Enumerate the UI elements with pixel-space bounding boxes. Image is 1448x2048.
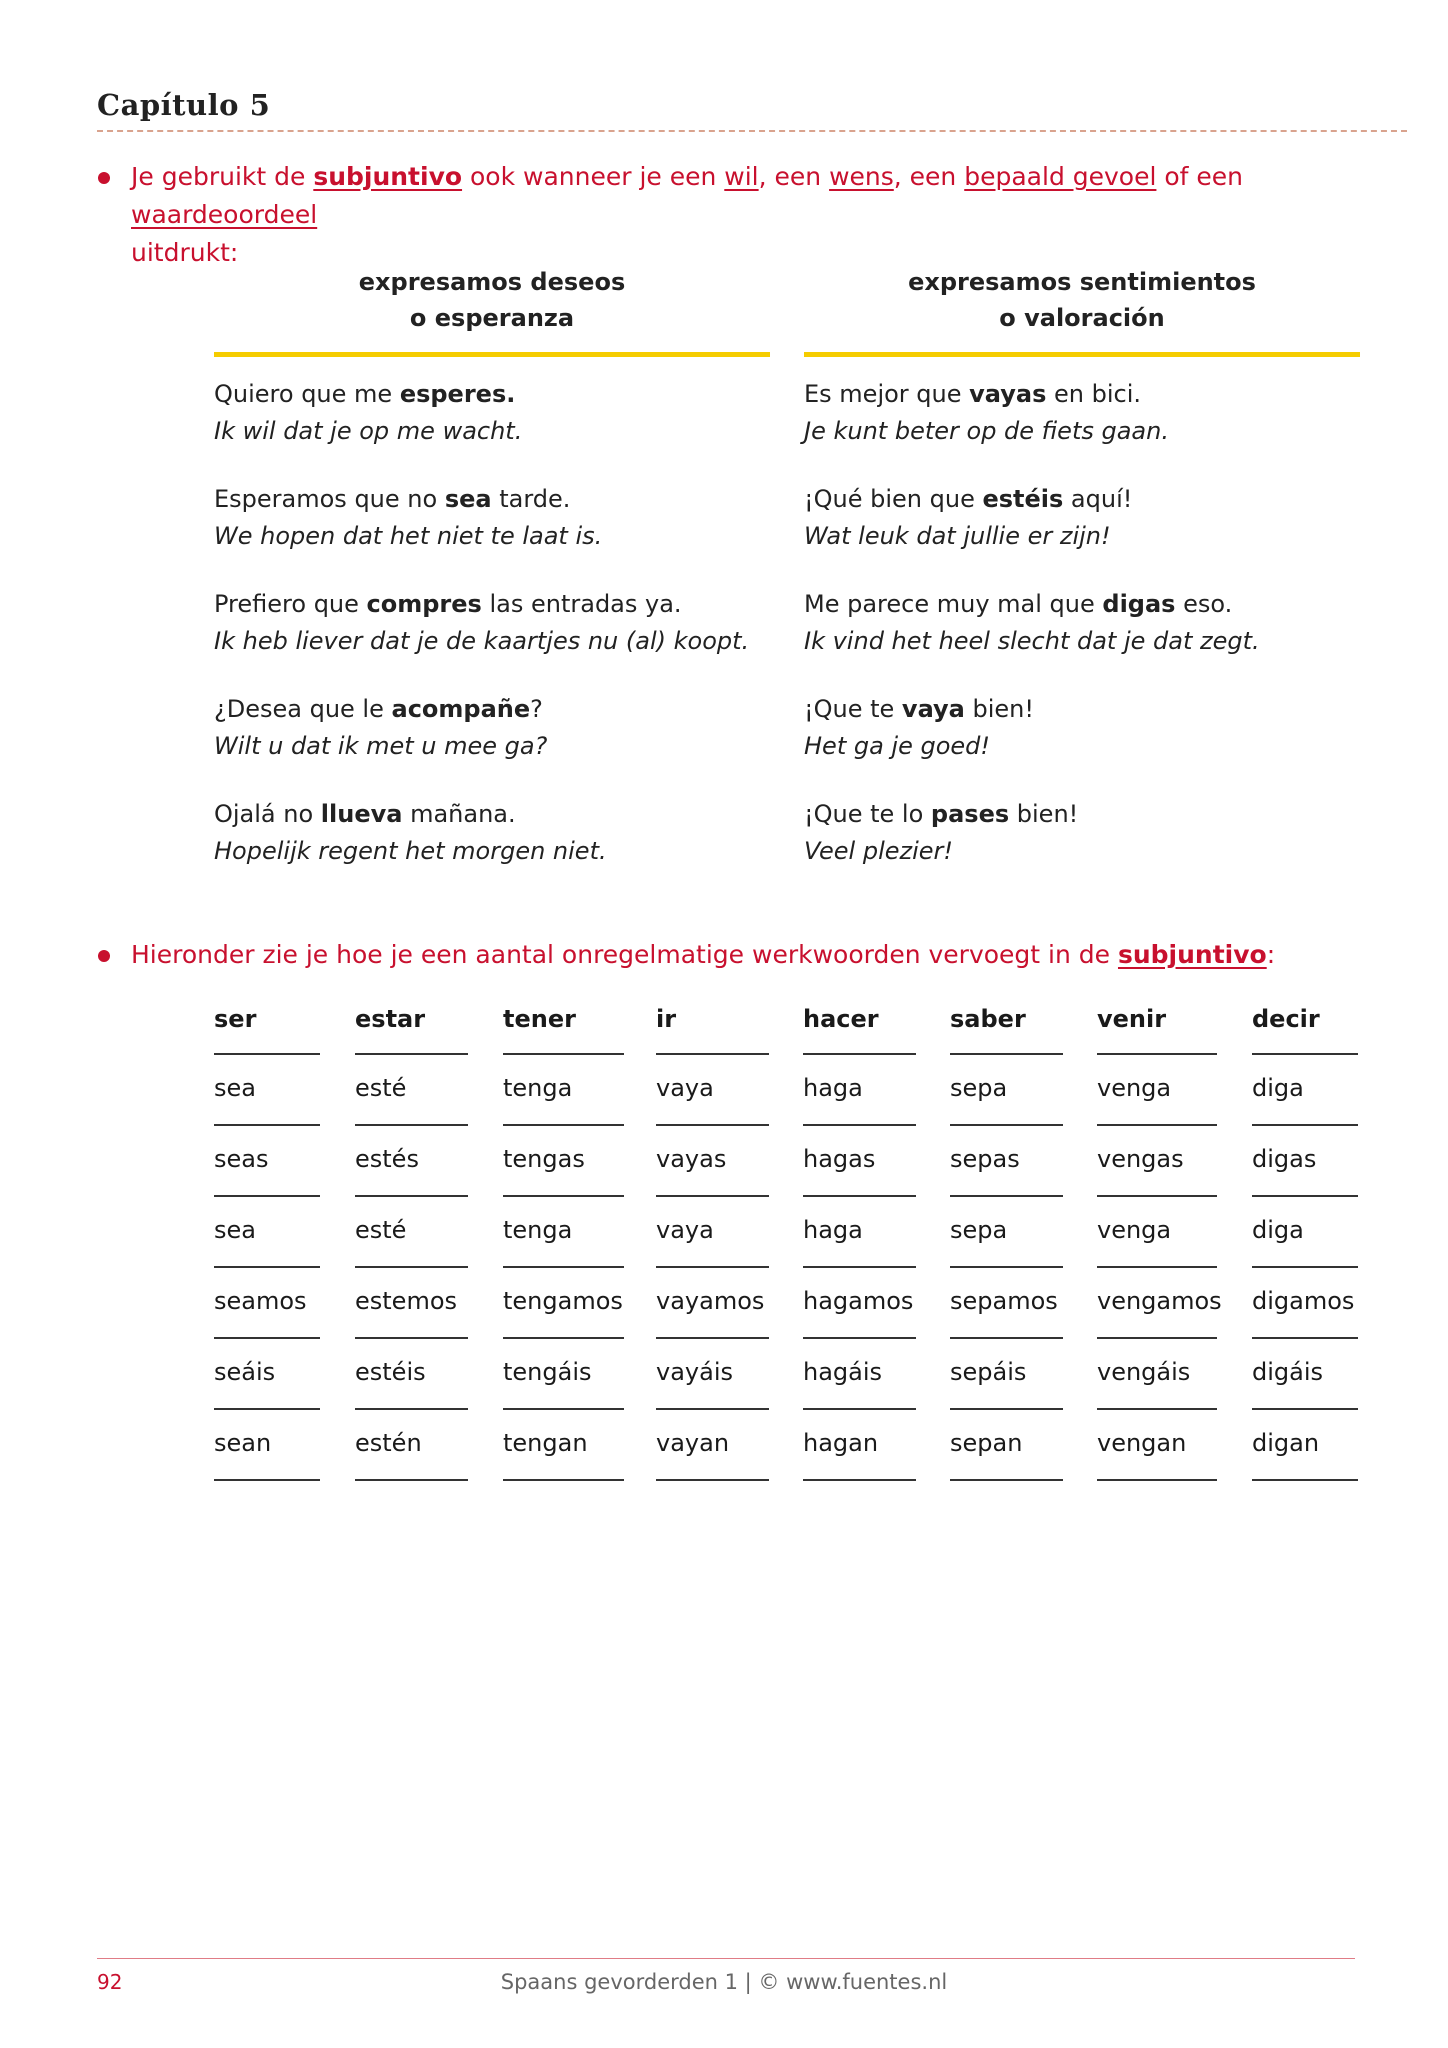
verb-form: hagáis [803, 1339, 916, 1410]
verb-form: vengas [1097, 1126, 1217, 1197]
verb-column [950, 1000, 1063, 1481]
verb-form: tenga [503, 1197, 624, 1268]
bullet-icon [98, 950, 110, 962]
column-wishes [214, 264, 770, 901]
verb-form: vayas [656, 1126, 769, 1197]
example-translation: Wilt u dat ik met u mee ga? [214, 732, 548, 760]
verb-form: digamos [1252, 1268, 1358, 1339]
page-number: 92 [97, 1970, 123, 1994]
verb-form: vaya [656, 1055, 769, 1126]
verb-form: tengas [503, 1126, 624, 1197]
verb-form: sepamos [950, 1268, 1063, 1339]
verb-infinitive: saber [950, 1000, 1063, 1055]
intro-text: Je gebruikt de [131, 162, 314, 191]
verb-form: estéis [355, 1339, 468, 1410]
verb-form: tengan [503, 1410, 624, 1481]
verb-form: hagan [803, 1410, 916, 1481]
verb-form: sepa [950, 1197, 1063, 1268]
yellow-divider [214, 352, 770, 357]
verb-form: seáis [214, 1339, 320, 1410]
example-translation: Veel plezier! [804, 837, 954, 865]
intro-text: uitdrukt: [131, 238, 239, 267]
verb-column [214, 1000, 320, 1481]
verb-infinitive: estar [355, 1000, 468, 1055]
verb-column [656, 1000, 769, 1481]
example-item: Ojalá no llueva mañana. Hopelijk regent het morgen niet. [214, 796, 770, 901]
verb-infinitive: tener [503, 1000, 624, 1055]
footer-divider [97, 1958, 1355, 1959]
example-translation: Ik heb liever dat je de kaartjes nu (al) koopt. [214, 627, 750, 655]
intro-text: ook wanneer je een [462, 162, 725, 191]
verb-form: digas [1252, 1126, 1358, 1197]
verb-form: tenga [503, 1055, 624, 1126]
bullet-icon [98, 172, 110, 184]
verb-form: sean [214, 1410, 320, 1481]
footer-credit: Spaans gevorderden 1 | © www.fuentes.nl [500, 1970, 948, 1994]
intro-text: , een [758, 162, 830, 191]
verb-form: hagas [803, 1126, 916, 1197]
verbs-intro [131, 936, 1371, 974]
column-heading-line: expresamos deseos [358, 268, 626, 296]
verb-form: vayamos [656, 1268, 769, 1339]
keyword-subjuntivo: subjuntivo [1117, 940, 1267, 969]
verb-form: estemos [355, 1268, 468, 1339]
verb-form: venga [1097, 1055, 1217, 1126]
verb-form: tengamos [503, 1268, 624, 1339]
keyword-bepaald-gevoel: bepaald gevoel [964, 162, 1157, 191]
example-translation: Je kunt beter op de fiets gaan. [804, 417, 1169, 445]
chapter-title: Capítulo 5 [97, 88, 271, 122]
column-heading-line: o esperanza [409, 304, 575, 332]
verb-form: tengáis [503, 1339, 624, 1410]
verb-form: vayáis [656, 1339, 769, 1410]
example-item: ¡Qué bien que estéis aquí! Wat leuk dat jullie er zijn! [804, 481, 1360, 586]
example-item: ¡Que te vaya bien! Het ga je goed! [804, 691, 1360, 796]
example-item: Esperamos que no sea tarde. We hopen dat het niet te laat is. [214, 481, 770, 586]
verb-form: estén [355, 1410, 468, 1481]
example-translation: We hopen dat het niet te laat is. [214, 522, 603, 550]
verb-form: estés [355, 1126, 468, 1197]
verb-column [1252, 1000, 1358, 1481]
verb-form: venga [1097, 1197, 1217, 1268]
verb-form: vayan [656, 1410, 769, 1481]
verb-form: vengáis [1097, 1339, 1217, 1410]
column-heading [214, 264, 770, 336]
verb-form: digan [1252, 1410, 1358, 1481]
column-feelings [804, 264, 1360, 901]
example-item: Prefiero que compres las entradas ya. Ik heb liever dat je de kaartjes nu (al) koopt. [214, 586, 770, 691]
example-item: ¡Que te lo pases bien! Veel plezier! [804, 796, 1360, 901]
verb-form: hagamos [803, 1268, 916, 1339]
intro-paragraph [131, 158, 1371, 272]
example-item: ¿Desea que le acompañe? Wilt u dat ik met u mee ga? [214, 691, 770, 796]
verb-form: vengamos [1097, 1268, 1217, 1339]
column-heading-line: expresamos sentimientos [908, 268, 1256, 296]
verb-form: sea [214, 1197, 320, 1268]
column-heading-line: o valoración [999, 304, 1165, 332]
verb-form: vengan [1097, 1410, 1217, 1481]
verb-form: diga [1252, 1055, 1358, 1126]
example-translation: Ik wil dat je op me wacht. [214, 417, 523, 445]
example-translation: Het ga je goed! [804, 732, 991, 760]
verb-column [355, 1000, 468, 1481]
example-item: Quiero que me esperes. Ik wil dat je op me wacht. [214, 376, 770, 481]
verb-form: digáis [1252, 1339, 1358, 1410]
verb-infinitive: ser [214, 1000, 320, 1055]
verb-form: seamos [214, 1268, 320, 1339]
verbs-intro-text: : [1266, 940, 1276, 969]
example-item: Es mejor que vayas en bici. Je kunt beter op de fiets gaan. [804, 376, 1360, 481]
verb-form: sepáis [950, 1339, 1063, 1410]
yellow-divider [804, 352, 1360, 357]
example-translation: Ik vind het heel slecht dat je dat zegt. [804, 627, 1260, 655]
verb-infinitive: venir [1097, 1000, 1217, 1055]
verb-form: esté [355, 1197, 468, 1268]
verb-form: diga [1252, 1197, 1358, 1268]
example-translation: Hopelijk regent het morgen niet. [214, 837, 607, 865]
intro-text: , een [893, 162, 965, 191]
verb-form: vaya [656, 1197, 769, 1268]
verb-infinitive: ir [656, 1000, 769, 1055]
verb-infinitive: decir [1252, 1000, 1358, 1055]
verb-form: haga [803, 1055, 916, 1126]
verbs-intro-text: Hieronder zie je hoe je een aantal onregelmatige werkwoorden vervoegt in de [131, 940, 1118, 969]
keyword-wil: wil [724, 162, 759, 191]
verb-form: sepan [950, 1410, 1063, 1481]
verb-form: esté [355, 1055, 468, 1126]
verb-form: sea [214, 1055, 320, 1126]
intro-text: of een [1156, 162, 1244, 191]
keyword-subjuntivo: subjuntivo [313, 162, 463, 191]
verb-column [503, 1000, 624, 1481]
column-heading [804, 264, 1360, 336]
chapter-divider [97, 130, 1407, 132]
verb-form: sepa [950, 1055, 1063, 1126]
example-item: Me parece muy mal que digas eso. Ik vind het heel slecht dat je dat zegt. [804, 586, 1360, 691]
keyword-wens: wens [829, 162, 894, 191]
keyword-waardeoordeel: waardeoordeel [131, 200, 318, 229]
verb-form: sepas [950, 1126, 1063, 1197]
example-translation: Wat leuk dat jullie er zijn! [804, 522, 1111, 550]
verb-infinitive: hacer [803, 1000, 916, 1055]
verb-column [1097, 1000, 1222, 1481]
verb-column [803, 1000, 916, 1481]
verb-form: haga [803, 1197, 916, 1268]
verb-form: seas [214, 1126, 320, 1197]
